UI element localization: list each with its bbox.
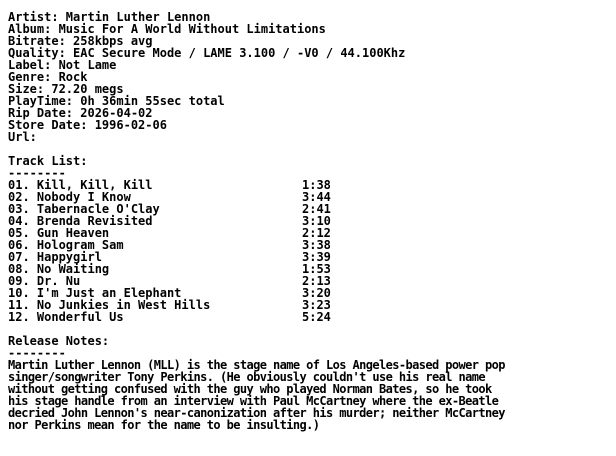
track-duration: 3:20 — [302, 286, 331, 300]
track-title: 08. No Waiting — [8, 262, 110, 276]
track-title: 06. Hologram Sam — [8, 238, 124, 252]
spacer — [8, 143, 612, 155]
track-title: 11. No Junkies in West Hills — [8, 298, 211, 312]
info-block — [8, 11, 612, 143]
playtime-line: PlayTime: 0h 36min 55sec total — [8, 94, 225, 108]
label-line: Label: Not Lame — [8, 58, 117, 72]
track-duration: 1:38 — [302, 178, 331, 192]
url-line: Url: — [8, 130, 37, 144]
track-duration: 3:10 — [302, 214, 331, 228]
track-duration: 3:44 — [302, 190, 331, 204]
track-title: 01. Kill, Kill, Kill — [8, 178, 153, 192]
track-title: 12. Wonderful Us — [8, 310, 124, 324]
track-title: 04. Brenda Revisited — [8, 214, 153, 228]
track-duration: 2:12 — [302, 226, 331, 240]
release-notes-rule: -------- — [8, 346, 66, 360]
rip-date-line: Rip Date: 2026-04-02 — [8, 106, 153, 120]
track-title: 05. Gun Heaven — [8, 226, 110, 240]
track-duration: 5:24 — [302, 310, 331, 324]
genre-line: Genre: Rock — [8, 70, 88, 84]
store-date-line: Store Date: 1996-02-06 — [8, 118, 167, 132]
release-notes-line: singer/songwriter Tony Perkins. (He obviously couldn't use his real name — [8, 370, 485, 384]
track-title: 09. Dr. Nu — [8, 274, 81, 288]
track-title: 07. Happygirl — [8, 250, 102, 264]
track-title: 03. Tabernacle O'Clay — [8, 202, 160, 216]
track-title: 02. Nobody I Know — [8, 190, 131, 204]
track-duration: 3:39 — [302, 250, 331, 264]
size-line: Size: 72.20 megs — [8, 82, 124, 96]
nfo-document — [8, 11, 612, 431]
release-notes-line: decried John Lennon's near-canonization after his murder; neither McCartney — [8, 406, 505, 420]
track-row — [8, 311, 612, 323]
track-list-heading: Track List: — [8, 154, 88, 168]
album-line: Album: Music For A World Without Limitations — [8, 22, 326, 36]
release-notes-line: nor Perkins mean for the name to be insulting.) — [8, 418, 320, 432]
release-notes-heading: Release Notes: — [8, 334, 110, 348]
release-notes-line: without getting confused with the guy who played Norman Bates, so he took — [8, 382, 492, 396]
release-notes-line: Martin Luther Lennon (MLL) is the stage name of Los Angeles-based power pop — [8, 358, 505, 372]
quality-line: Quality: EAC Secure Mode / LAME 3.100 / -V0 / 44.100Khz — [8, 46, 406, 60]
track-duration: 3:38 — [302, 238, 331, 252]
artist-line: Artist: Martin Luther Lennon — [8, 10, 211, 24]
release-notes-line: his stage handle from an interview with Paul McCartney where the ex-Beatle — [8, 394, 499, 408]
track-title: 10. I'm Just an Elephant — [8, 286, 182, 300]
bitrate-line: Bitrate: 258kbps avg — [8, 34, 153, 48]
track-list-rule: -------- — [8, 166, 66, 180]
track-list — [8, 179, 612, 323]
release-notes-body — [8, 359, 612, 431]
track-duration: 2:13 — [302, 274, 331, 288]
track-duration: 3:23 — [302, 298, 331, 312]
track-duration: 2:41 — [302, 202, 331, 216]
track-duration: 1:53 — [302, 262, 331, 276]
